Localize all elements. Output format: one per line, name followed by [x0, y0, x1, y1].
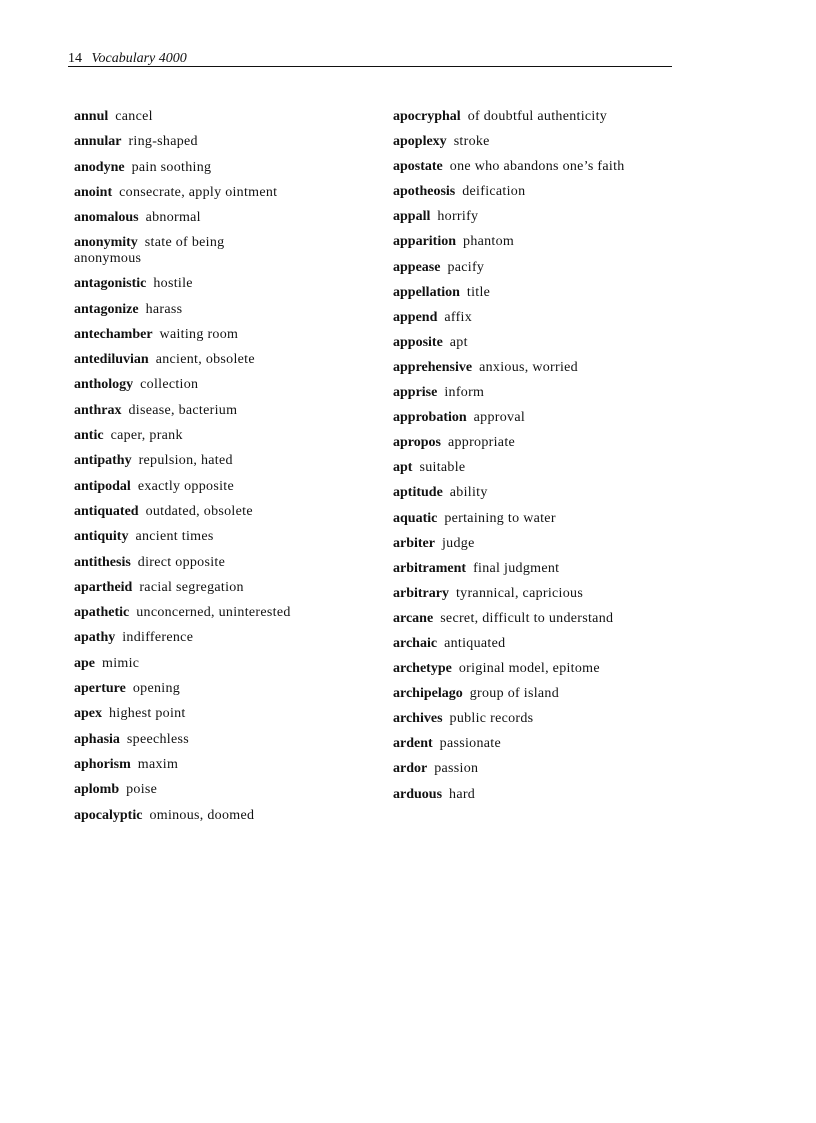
- vocab-entry: [74, 529, 374, 545]
- entry-word: apropos: [393, 435, 441, 451]
- entry-definition: pain soothing: [131, 159, 212, 175]
- vocab-entry: [393, 209, 678, 225]
- entry-word: arcane: [393, 610, 434, 626]
- entry-word: apocalyptic: [74, 807, 143, 823]
- vocab-entry: [393, 335, 678, 351]
- entry-definition: ring-shaped: [128, 134, 198, 150]
- entry-definition: ancient, obsolete: [155, 352, 255, 368]
- entry-definition: harass: [145, 301, 183, 317]
- entry-word: arbitrary: [393, 585, 449, 601]
- vocab-entry: [393, 310, 678, 326]
- vocab-entry: [393, 184, 678, 200]
- entry-definition: title: [466, 284, 491, 300]
- entry-word: aphorism: [74, 756, 131, 772]
- entry-word: ape: [74, 655, 95, 671]
- entry-word: archetype: [393, 661, 452, 677]
- vocab-entry: [74, 580, 374, 596]
- right-column: [393, 109, 678, 812]
- vocab-entry: [74, 808, 374, 824]
- vocab-entry: [393, 410, 678, 426]
- entry-word: apex: [74, 706, 102, 722]
- vocab-entry: [393, 285, 678, 301]
- entry-word: archipelago: [393, 686, 463, 702]
- entry-word: apoplexy: [393, 134, 447, 150]
- entry-definition: mimic: [102, 655, 140, 671]
- vocab-entry: [74, 605, 374, 621]
- entry-word: annular: [74, 134, 122, 150]
- entry-definition: consecrate, apply ointment: [119, 184, 278, 200]
- entry-definition: suitable: [419, 460, 466, 476]
- entry-word: antediluvian: [74, 352, 149, 368]
- entry-definition: pacify: [447, 259, 485, 275]
- vocab-entry: [74, 302, 374, 318]
- entry-word: appall: [393, 209, 431, 225]
- entry-definition: stroke: [453, 134, 490, 150]
- entry-definition: group of island: [469, 686, 560, 702]
- vocab-entry: [393, 761, 678, 777]
- entry-definition: outdated, obsolete: [145, 503, 253, 519]
- vocab-entry: [393, 711, 678, 727]
- vocab-entry: [393, 787, 678, 803]
- entry-word: archaic: [393, 635, 438, 651]
- entry-word: aphasia: [74, 731, 120, 747]
- entry-word: antic: [74, 428, 104, 444]
- entry-definition: racial segregation: [139, 579, 244, 595]
- entry-definition: ominous, doomed: [149, 807, 255, 823]
- entry-word: antipodal: [74, 478, 131, 494]
- vocab-entry: [74, 327, 374, 343]
- entry-definition: cancel: [115, 109, 153, 124]
- entry-word: anthology: [74, 377, 134, 393]
- entry-definition: secret, difficult to understand: [440, 610, 614, 626]
- entry-definition: original model, epitome: [458, 661, 600, 677]
- entry-definition: pertaining to water: [444, 510, 556, 526]
- vocab-entry: [74, 428, 374, 444]
- entry-definition: indifference: [122, 630, 194, 646]
- entry-definition: phantom: [463, 234, 515, 250]
- vocab-entry: [393, 460, 678, 476]
- entry-word: annul: [74, 109, 109, 124]
- vocab-entry: [74, 732, 374, 748]
- vocab-entry: [393, 536, 678, 552]
- entry-word: apprehensive: [393, 359, 473, 375]
- entry-definition: passion: [434, 761, 479, 777]
- vocab-entry: [74, 782, 374, 798]
- entry-word: aperture: [74, 681, 126, 697]
- entry-definition: tyrannical, capricious: [455, 585, 584, 601]
- vocab-entry: [74, 630, 374, 646]
- entry-word: arbitrament: [393, 560, 467, 576]
- vocab-entry: [74, 377, 374, 393]
- vocab-entry: [393, 636, 678, 652]
- vocab-entry: [393, 234, 678, 250]
- entry-definition: state of being anonymous: [74, 235, 225, 266]
- vocab-entry: [74, 403, 374, 419]
- entry-definition: hard: [449, 786, 476, 802]
- vocab-entry: [74, 276, 374, 292]
- entry-word: anonymity: [74, 235, 138, 251]
- entry-word: antagonize: [74, 301, 139, 317]
- entry-definition: inform: [444, 385, 485, 401]
- vocab-entry: [393, 586, 678, 602]
- vocab-entry: [74, 757, 374, 773]
- vocab-entry: [393, 385, 678, 401]
- entry-word: appellation: [393, 284, 460, 300]
- vocab-entry: [74, 352, 374, 368]
- entry-word: aquatic: [393, 510, 438, 526]
- entry-word: apocryphal: [393, 109, 461, 124]
- entry-word: anthrax: [74, 402, 122, 418]
- entry-word: aptitude: [393, 485, 443, 501]
- entry-word: arbiter: [393, 535, 435, 551]
- entry-definition: final judgment: [473, 560, 560, 576]
- entry-definition: passionate: [439, 736, 501, 752]
- vocab-entry: [74, 160, 374, 176]
- vocab-entry: [74, 235, 294, 266]
- entry-word: anoint: [74, 184, 113, 200]
- entry-word: apotheosis: [393, 184, 456, 200]
- entry-word: ardent: [393, 736, 433, 752]
- entry-definition: judge: [441, 535, 475, 551]
- entry-word: anomalous: [74, 210, 139, 226]
- vocab-entry: [393, 435, 678, 451]
- entry-word: apparition: [393, 234, 457, 250]
- entry-definition: opening: [132, 681, 181, 697]
- entry-word: apartheid: [74, 579, 133, 595]
- entry-word: antagonistic: [74, 276, 147, 292]
- entry-definition: speechless: [126, 731, 190, 747]
- vocab-entry: [74, 504, 374, 520]
- entry-definition: waiting room: [159, 326, 239, 342]
- entry-word: antipathy: [74, 453, 132, 469]
- vocab-entry: [393, 360, 678, 376]
- entry-word: antithesis: [74, 554, 131, 570]
- entry-word: append: [393, 309, 438, 325]
- entry-definition: disease, bacterium: [128, 402, 238, 418]
- entry-definition: anxious, worried: [479, 359, 578, 375]
- vocab-entry: [74, 109, 374, 125]
- entry-word: antiquated: [74, 503, 139, 519]
- entry-definition: one who abandons one’s faith: [449, 159, 625, 175]
- entry-definition: maxim: [137, 756, 179, 772]
- entry-word: anodyne: [74, 159, 125, 175]
- entry-definition: unconcerned, uninterested: [136, 605, 291, 621]
- entry-word: arduous: [393, 786, 443, 802]
- vocab-entry: [393, 485, 678, 501]
- vocab-entry: [74, 706, 374, 722]
- entry-word: ardor: [393, 761, 428, 777]
- entry-definition: ancient times: [135, 529, 214, 545]
- vocab-entry: [74, 453, 374, 469]
- vocab-entry: [74, 555, 374, 571]
- entry-definition: hostile: [153, 276, 193, 292]
- entry-word: aplomb: [74, 782, 120, 798]
- entry-definition: poise: [126, 782, 158, 798]
- vocab-entry: [74, 134, 374, 150]
- vocab-entry: [393, 736, 678, 752]
- vocab-entry: [393, 561, 678, 577]
- vocab-entry: [393, 686, 678, 702]
- entry-definition: public records: [449, 711, 534, 727]
- entry-definition: collection: [140, 377, 199, 393]
- book-title: Vocabulary 4000: [91, 51, 187, 66]
- vocab-entry: [74, 681, 374, 697]
- entry-definition: exactly opposite: [137, 478, 234, 494]
- entry-definition: direct opposite: [137, 554, 226, 570]
- vocab-entry: [393, 611, 678, 627]
- entry-definition: caper, prank: [110, 428, 183, 444]
- entry-definition: affix: [444, 309, 473, 325]
- entry-definition: highest point: [109, 706, 186, 722]
- running-head: [68, 51, 672, 67]
- vocab-entry: [393, 159, 655, 175]
- vocab-entry: [393, 134, 678, 150]
- entry-word: apposite: [393, 334, 443, 350]
- entry-word: approbation: [393, 410, 467, 426]
- entry-word: apathetic: [74, 605, 130, 621]
- vocab-entry: [393, 109, 678, 125]
- page-number: 14: [68, 51, 82, 66]
- entry-definition: ability: [449, 485, 488, 501]
- vocab-entry: [74, 185, 374, 201]
- entry-word: apathy: [74, 630, 116, 646]
- entry-word: antiquity: [74, 529, 129, 545]
- entry-definition: approval: [473, 410, 526, 426]
- entry-word: apprise: [393, 385, 438, 401]
- entry-definition: antiquated: [444, 635, 506, 651]
- entry-word: appease: [393, 259, 441, 275]
- entry-definition: horrify: [437, 209, 479, 225]
- entry-definition: repulsion, hated: [138, 453, 233, 469]
- entry-definition: appropriate: [447, 435, 516, 451]
- entry-word: apostate: [393, 159, 443, 175]
- left-column: [74, 109, 374, 833]
- entry-word: antechamber: [74, 326, 153, 342]
- entry-definition: apt: [449, 334, 468, 350]
- entry-definition: of doubtful authenticity: [467, 109, 608, 124]
- entry-word: apt: [393, 460, 413, 476]
- entry-definition: deification: [462, 184, 526, 200]
- entry-definition: abnormal: [145, 210, 201, 226]
- vocab-entry: [393, 661, 678, 677]
- vocab-entry: [74, 210, 374, 226]
- vocab-entry: [393, 511, 678, 527]
- vocab-entry: [74, 656, 374, 672]
- entry-word: archives: [393, 711, 443, 727]
- vocab-entry: [393, 260, 678, 276]
- vocab-entry: [74, 479, 374, 495]
